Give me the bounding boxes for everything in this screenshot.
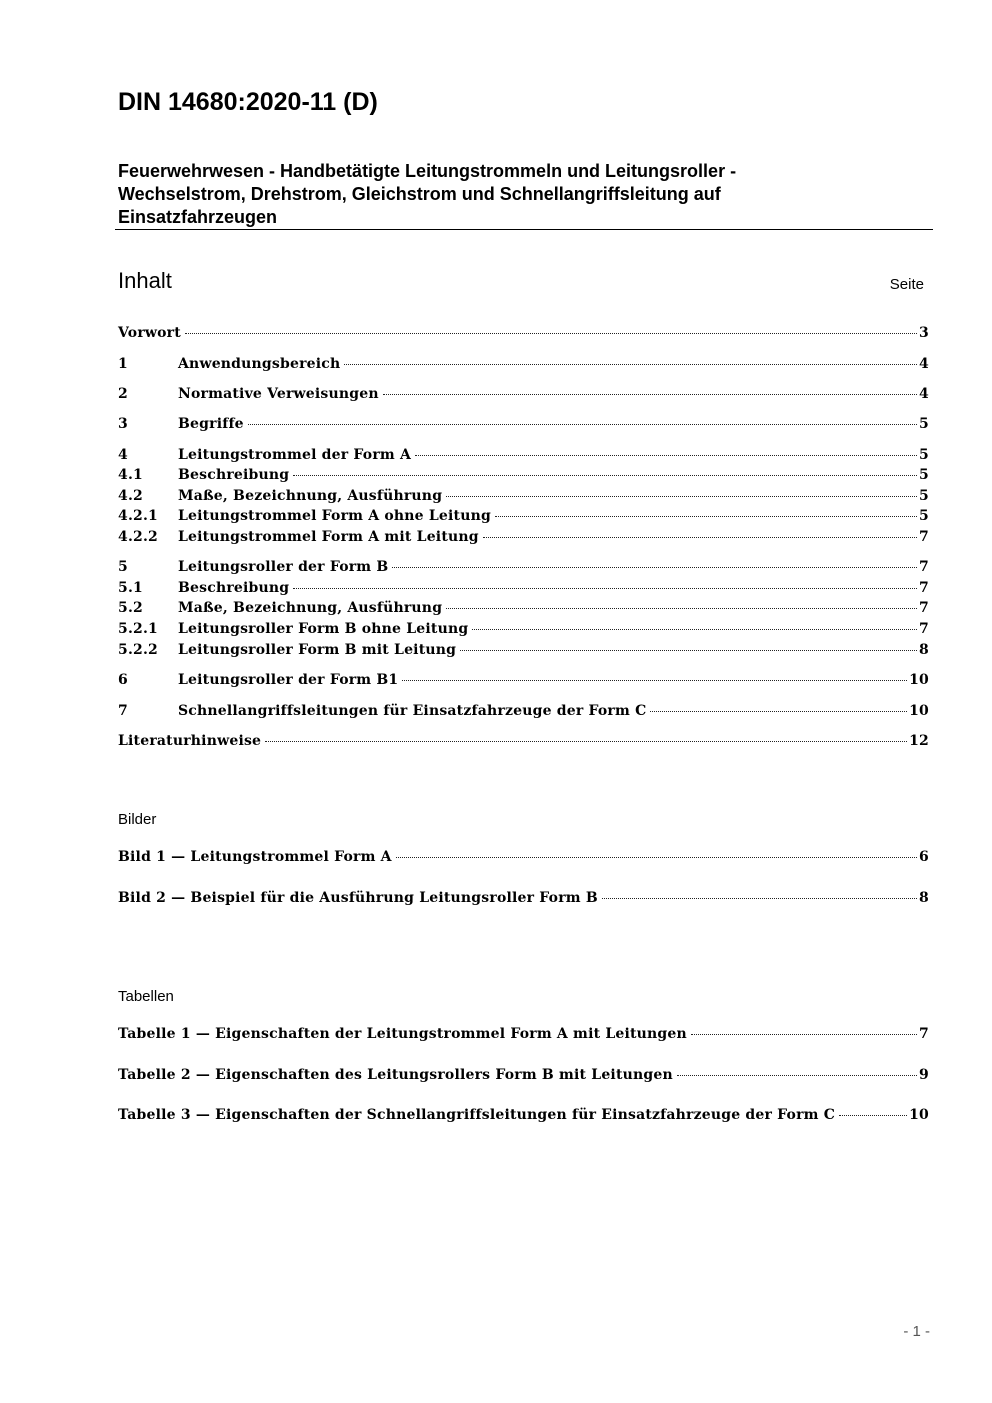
- toc-entry-page: 4: [919, 356, 929, 372]
- toc-entry-4[interactable]: [118, 447, 929, 467]
- toc-entry-title: Leitungsroller der Form B: [178, 559, 389, 575]
- toc-entry-title: Leitungstrommel Form A ohne Leitung: [178, 508, 491, 524]
- toc-entry-title: Leitungsroller Form B ohne Leitung: [178, 621, 469, 637]
- toc-entry-title: Leitungstrommel Form A mit Leitung: [178, 529, 479, 545]
- toc-entry-vorwort[interactable]: [118, 325, 929, 345]
- toc-entry-number: 5.2.2: [118, 642, 158, 658]
- toc-entry-number: 4.2.1: [118, 508, 158, 524]
- toc-entry-1[interactable]: [118, 356, 929, 376]
- dot-leader: [691, 1034, 917, 1035]
- dot-leader: [839, 1115, 907, 1116]
- toc-entry-number: 1: [118, 356, 128, 372]
- toc-entry-number: 3: [118, 416, 128, 432]
- toc-entry-page: 12: [909, 733, 929, 749]
- dot-leader: [460, 650, 917, 651]
- figures-heading: Bilder: [118, 811, 157, 828]
- toc-entry-number: 7: [118, 703, 128, 719]
- toc-entry-title: Anwendungsbereich: [178, 356, 341, 372]
- toc-entry-literaturhinweise[interactable]: [118, 733, 929, 753]
- toc-entry-page: 7: [919, 559, 929, 575]
- toc-entry-page: 5: [919, 447, 929, 463]
- toc-entry-page: 5: [919, 416, 929, 432]
- toc-entry-page: 3: [919, 325, 929, 341]
- toc-entry-number: 4.2: [118, 488, 143, 504]
- toc-entry-number: 4.2.2: [118, 529, 158, 545]
- figure-entry-title: Bild 2 — Beispiel für die Ausführung Leitungsroller Form B: [118, 890, 598, 906]
- page-number: - 1 -: [903, 1323, 930, 1340]
- toc-entry-2[interactable]: [118, 386, 929, 406]
- toc-entry-title: Leitungstrommel der Form A: [178, 447, 412, 463]
- dot-leader: [472, 629, 917, 630]
- table-entry-2[interactable]: [118, 1067, 929, 1087]
- toc-entry-5-1[interactable]: [118, 580, 929, 600]
- dot-leader: [677, 1075, 917, 1076]
- dot-leader: [293, 588, 917, 589]
- toc-entry-page: 10: [909, 672, 929, 688]
- toc-entry-title: Schnellangriffsleitungen für Einsatzfahrzeuge der Form C: [178, 703, 647, 719]
- subtitle-line: Wechselstrom, Drehstrom, Gleichstrom und Schnellangriffsleitung auf: [118, 184, 721, 204]
- table-entry-title: Tabelle 3 — Eigenschaften der Schnellangriffsleitungen für Einsatzfahrzeuge der Form C: [118, 1107, 836, 1123]
- toc-entry-5-2-2[interactable]: [118, 642, 929, 662]
- figure-entry-1[interactable]: [118, 849, 929, 869]
- dot-leader: [495, 516, 917, 517]
- toc-heading: Inhalt: [118, 268, 172, 293]
- toc-entry-page: 5: [919, 467, 929, 483]
- document-id: DIN 14680:2020-11 (D): [118, 88, 378, 116]
- toc-entry-3[interactable]: [118, 416, 929, 436]
- dot-leader: [402, 680, 907, 681]
- figure-entry-2[interactable]: [118, 890, 929, 910]
- toc-entry-6[interactable]: [118, 672, 929, 692]
- toc-entry-title: Beschreibung: [178, 467, 290, 483]
- toc-entry-title: Vorwort: [118, 325, 181, 341]
- table-entry-title: Tabelle 1 — Eigenschaften der Leitungstrommel Form A mit Leitungen: [118, 1026, 687, 1042]
- toc-entry-title: Begriffe: [178, 416, 244, 432]
- table-entry-1[interactable]: [118, 1026, 929, 1046]
- dot-leader: [396, 857, 917, 858]
- toc-entry-title: Leitungsroller der Form B1: [178, 672, 399, 688]
- toc-entry-number: 6: [118, 672, 128, 688]
- table-entry-title: Tabelle 2 — Eigenschaften des Leitungsrollers Form B mit Leitungen: [118, 1067, 673, 1083]
- toc-entry-number: 2: [118, 386, 128, 402]
- dot-leader: [293, 475, 917, 476]
- toc-entry-title: Maße, Bezeichnung, Ausführung: [178, 600, 443, 616]
- toc-entry-page: 4: [919, 386, 929, 402]
- dot-leader: [650, 711, 907, 712]
- subtitle-line: Einsatzfahrzeugen: [118, 207, 278, 227]
- dot-leader: [602, 898, 917, 899]
- toc-entry-title: Beschreibung: [178, 580, 290, 596]
- toc-entry-title: Maße, Bezeichnung, Ausführung: [178, 488, 443, 504]
- toc-entry-page: 5: [919, 508, 929, 524]
- toc-entry-4-2-1[interactable]: [118, 508, 929, 528]
- dot-leader: [185, 333, 917, 334]
- dot-leader: [383, 394, 917, 395]
- toc-entry-number: 5.1: [118, 580, 143, 596]
- dot-leader: [392, 567, 917, 568]
- table-entry-page: 9: [919, 1067, 929, 1083]
- title-divider: [115, 229, 933, 230]
- figure-entry-title: Bild 1 — Leitungstrommel Form A: [118, 849, 392, 865]
- dot-leader: [415, 455, 917, 456]
- toc-entry-4-2[interactable]: [118, 488, 929, 508]
- toc-page-column-label: Seite: [889, 276, 924, 293]
- toc-entry-title: Normative Verweisungen: [178, 386, 379, 402]
- toc-entry-5-2[interactable]: [118, 600, 929, 620]
- figure-entry-page: 8: [919, 890, 929, 906]
- document-subtitle: [118, 160, 878, 229]
- toc-entry-page: 7: [919, 621, 929, 637]
- dot-leader: [265, 741, 907, 742]
- toc-entry-page: 7: [919, 580, 929, 596]
- toc-entry-number: 4.1: [118, 467, 143, 483]
- toc-entry-4-1[interactable]: [118, 467, 929, 487]
- dot-leader: [446, 496, 917, 497]
- table-entry-page: 7: [919, 1026, 929, 1042]
- toc-entry-page: 8: [919, 642, 929, 658]
- toc-entry-number: 5: [118, 559, 128, 575]
- toc-entry-4-2-2[interactable]: [118, 529, 929, 549]
- figure-entry-page: 6: [919, 849, 929, 865]
- dot-leader: [446, 608, 917, 609]
- table-entry-3[interactable]: [118, 1107, 929, 1127]
- toc-entry-page: 5: [919, 488, 929, 504]
- dot-leader: [248, 424, 917, 425]
- toc-entry-5-2-1[interactable]: [118, 621, 929, 641]
- toc-entry-number: 5.2: [118, 600, 143, 616]
- toc-entry-title: Literaturhinweise: [118, 733, 262, 749]
- subtitle-line: Feuerwehrwesen - Handbetätigte Leitungstrommeln und Leitungsroller -: [118, 161, 737, 181]
- table-entry-page: 10: [909, 1107, 929, 1123]
- toc-entry-title: Leitungsroller Form B mit Leitung: [178, 642, 457, 658]
- toc-entry-5[interactable]: [118, 559, 929, 579]
- toc-entry-page: 7: [919, 600, 929, 616]
- toc-entry-number: 4: [118, 447, 128, 463]
- toc-entry-7[interactable]: [118, 703, 929, 723]
- dot-leader: [483, 537, 917, 538]
- toc-entry-number: 5.2.1: [118, 621, 158, 637]
- toc-entry-page: 7: [919, 529, 929, 545]
- tables-heading: Tabellen: [118, 988, 174, 1005]
- toc-entry-page: 10: [909, 703, 929, 719]
- dot-leader: [344, 364, 917, 365]
